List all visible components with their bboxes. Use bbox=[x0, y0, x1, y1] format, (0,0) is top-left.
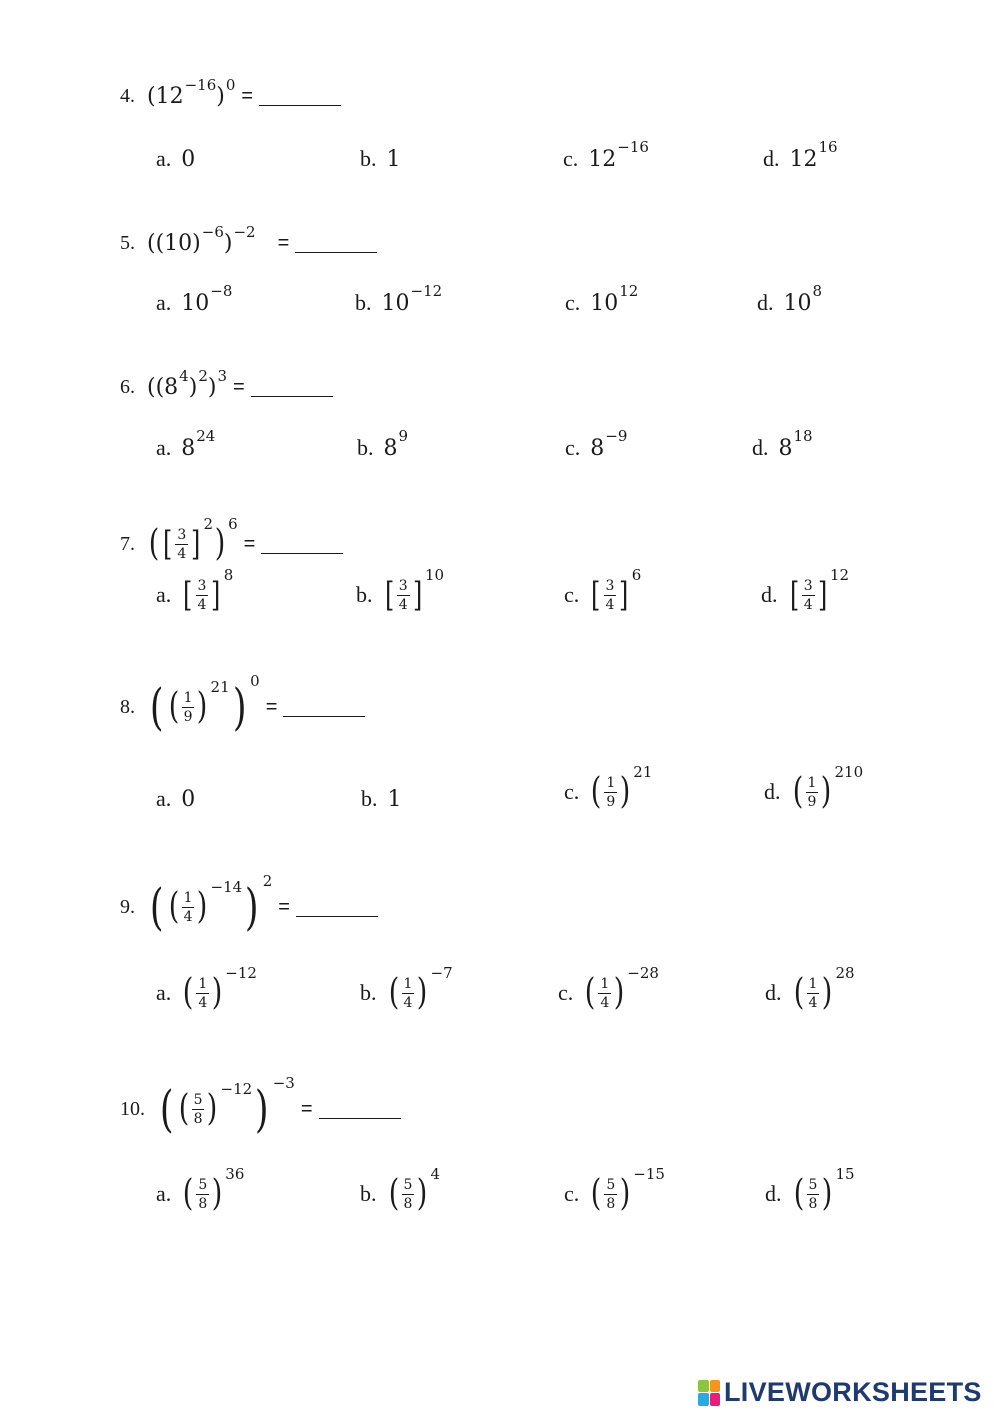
question-expression: ((10) −6 ) −2 bbox=[147, 222, 256, 256]
equals-sign: = bbox=[243, 532, 256, 555]
option-9c[interactable]: c. ( $\frac{1}{4}$ ) −28 bbox=[558, 964, 659, 1013]
option-7a[interactable]: a. [ $\frac{3}{4}$ ] 8 bbox=[156, 566, 234, 615]
fraction: $\frac{5}{8}$ bbox=[193, 1091, 203, 1127]
badge-cell bbox=[698, 1393, 709, 1406]
option-5d[interactable]: d. 10 8 bbox=[757, 282, 823, 316]
option-8b[interactable]: b. 1 bbox=[361, 786, 402, 812]
liveworksheets-logo[interactable] bbox=[698, 1377, 982, 1408]
left-paren: ( bbox=[149, 678, 164, 736]
option-10d[interactable]: d. ( $\frac{5}{8}$ ) 15 bbox=[765, 1165, 855, 1214]
answer-blank[interactable] bbox=[319, 1100, 401, 1119]
question-9 bbox=[120, 872, 378, 936]
option-4c[interactable]: c. 12 −16 bbox=[563, 138, 649, 172]
question-6 bbox=[120, 366, 333, 400]
question-number: 4. bbox=[120, 85, 135, 107]
left-paren: ( bbox=[168, 886, 179, 927]
badge-cell bbox=[698, 1380, 709, 1393]
right-bracket: ] bbox=[191, 524, 201, 564]
option-4a[interactable]: a. 0 bbox=[156, 146, 196, 172]
left-paren: ( bbox=[159, 1080, 174, 1138]
equals-sign: = bbox=[241, 85, 254, 107]
answer-blank[interactable] bbox=[261, 535, 343, 554]
question-expression: ( ( $\frac{1}{9}$ ) 21 ) 0 bbox=[149, 672, 260, 736]
left-paren: ( bbox=[148, 523, 160, 564]
question-7 bbox=[120, 515, 343, 564]
question-5 bbox=[120, 222, 377, 256]
option-6c[interactable]: c. 8 −9 bbox=[565, 427, 628, 461]
option-9d[interactable]: d. ( $\frac{1}{4}$ ) 28 bbox=[765, 964, 855, 1013]
option-5c[interactable]: c. 10 12 bbox=[565, 282, 639, 316]
badge-cell bbox=[710, 1393, 721, 1406]
fraction: $\frac{1}{9}$ bbox=[183, 689, 193, 725]
right-paren: ) bbox=[255, 1080, 269, 1138]
left-paren: ( bbox=[149, 878, 164, 936]
option-8a[interactable]: a. 0 bbox=[156, 786, 196, 812]
right-paren: ) bbox=[214, 523, 226, 564]
option-4b[interactable]: b. 1 bbox=[360, 146, 401, 172]
question-number: 9. bbox=[120, 895, 135, 918]
equals-sign: = bbox=[278, 895, 290, 918]
option-7c[interactable]: c. [ $\frac{3}{4}$ ] 6 bbox=[564, 566, 642, 615]
option-9a[interactable]: a. ( $\frac{1}{4}$ ) −12 bbox=[156, 964, 257, 1013]
question-number: 10. bbox=[120, 1097, 145, 1120]
badge-cell bbox=[710, 1380, 721, 1393]
question-expression: ( ( $\frac{5}{8}$ ) −12 ) −3 bbox=[159, 1074, 295, 1138]
option-5b[interactable]: b. 10 −12 bbox=[355, 282, 443, 316]
question-10 bbox=[120, 1074, 401, 1138]
right-paren: ) bbox=[245, 878, 259, 936]
right-paren: ) bbox=[232, 678, 247, 736]
left-paren: ( bbox=[178, 1088, 189, 1129]
answer-blank[interactable] bbox=[283, 698, 365, 717]
option-7d[interactable]: d. [ $\frac{3}{4}$ ] 12 bbox=[761, 566, 850, 615]
option-10a[interactable]: a. ( $\frac{5}{8}$ ) 36 bbox=[156, 1165, 245, 1214]
question-expression: (12 −16 ) 0 bbox=[147, 75, 236, 109]
option-6a[interactable]: a. 8 24 bbox=[156, 427, 216, 461]
question-4 bbox=[120, 75, 341, 109]
option-10c[interactable]: c. ( $\frac{5}{8}$ ) −15 bbox=[564, 1165, 665, 1214]
option-8d[interactable]: d. ( $\frac{1}{9}$ ) 210 bbox=[764, 763, 864, 812]
answer-blank[interactable] bbox=[251, 378, 333, 397]
option-4d[interactable]: d. 12 16 bbox=[763, 138, 838, 172]
option-8c[interactable]: c. ( $\frac{1}{9}$ ) 21 bbox=[564, 763, 653, 812]
question-number: 8. bbox=[120, 695, 135, 718]
answer-blank[interactable] bbox=[295, 234, 377, 253]
option-10b[interactable]: b. ( $\frac{5}{8}$ ) 4 bbox=[360, 1165, 441, 1214]
brand-name: LIVEWORKSHEETS bbox=[724, 1377, 982, 1407]
right-paren: ) bbox=[207, 1088, 218, 1129]
option-7b[interactable]: b. [ $\frac{3}{4}$ ] 10 bbox=[356, 566, 445, 615]
equals-sign: = bbox=[300, 1097, 313, 1120]
fraction: $\frac{1}{4}$ bbox=[183, 889, 193, 925]
question-number: 7. bbox=[120, 532, 135, 555]
question-8 bbox=[120, 672, 365, 736]
answer-blank[interactable] bbox=[259, 87, 341, 106]
question-number: 6. bbox=[120, 376, 135, 398]
equals-sign: = bbox=[277, 232, 290, 254]
question-number: 5. bbox=[120, 232, 135, 254]
option-9b[interactable]: b. ( $\frac{1}{4}$ ) −7 bbox=[360, 964, 453, 1013]
right-paren: ) bbox=[197, 686, 208, 727]
left-paren: ( bbox=[168, 686, 179, 727]
question-expression: ( ( $\frac{1}{4}$ ) −14 ) 2 bbox=[149, 872, 273, 936]
left-bracket: [ bbox=[163, 524, 173, 564]
liveworksheets-badge-icon bbox=[698, 1380, 720, 1406]
question-expression: ( [ $\frac{3}{4}$ ] 2 ) 6 bbox=[148, 515, 238, 564]
question-expression: ((8 4 ) 2 ) 3 bbox=[147, 366, 227, 400]
option-5a[interactable]: a. 10 −8 bbox=[156, 282, 233, 316]
right-paren: ) bbox=[197, 886, 208, 927]
equals-sign: = bbox=[265, 695, 278, 718]
option-6d[interactable]: d. 8 18 bbox=[752, 427, 813, 461]
answer-blank[interactable] bbox=[296, 898, 378, 917]
equals-sign: = bbox=[233, 376, 245, 398]
fraction: $\frac{3}{4}$ bbox=[177, 526, 187, 562]
option-6b[interactable]: b. 8 9 bbox=[357, 427, 409, 461]
